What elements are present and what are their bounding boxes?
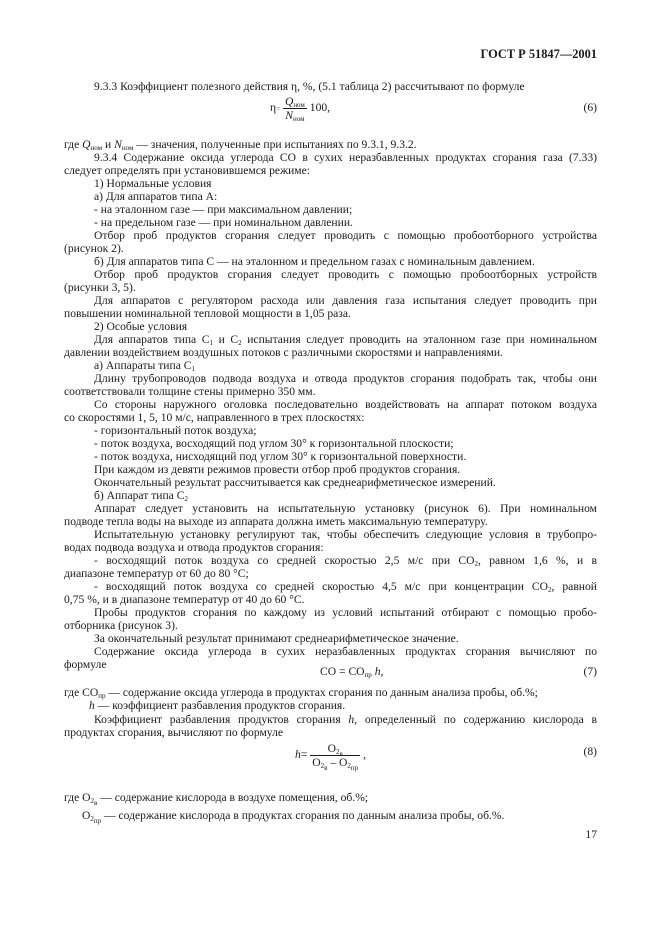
text-line: 2) Особые условия	[94, 320, 188, 333]
text-line: Со стороны наружного оголовка последовательно воздействовать на аппарат потоком воздуха	[94, 398, 597, 411]
text-line: При каждом из девяти режимов провести отбор проб продуктов сгорания.	[94, 463, 461, 476]
text-line: Длину трубопроводов подвода воздуха и отвода продуктов сгорания подобрать так, чтобы они	[94, 372, 597, 385]
text-line: б) Аппарат типа $С_2$	[94, 489, 188, 503]
text-line: Отбор проб продуктов сгорания следует проводить с помощью пробоотборных устройств	[94, 268, 597, 281]
standard-header: ГОСТ Р 51847—2001	[480, 47, 597, 61]
text-line: - поток воздуха, нисходящий под углом 30° к горизонтальной поверхности.	[94, 450, 467, 463]
text-line: Отбор проб продуктов сгорания следует проводить с помощью пробоотборного устройства	[94, 229, 597, 242]
text-line: Пробы продуктов сгорания по каждому из условий испытаний отбирают с помощью пробо-	[94, 606, 597, 619]
formula-6: η= $\frac{Q_{ном}}{N_{ном}}$ 100,	[270, 95, 331, 123]
text-line: повышении номинальной тепловой мощности в 1,05 раза.	[64, 307, 351, 320]
text-line: где $CO_{пр}$ — содержание оксида углерода в продуктах сгорания по данным анализа пробы, об.%;	[64, 686, 538, 700]
equation-number-7: (7)	[583, 665, 597, 678]
text-line: формуле	[64, 658, 107, 671]
text-line: давлении воздействием воздушных потоков с различными скоростями и направлениями.	[64, 346, 503, 359]
text-line: где $Q_{ном}$ и $N_{ном}$ — значения, полученные при испытаниях по 9.3.1, 9.3.2.	[64, 138, 417, 152]
page-number: 17	[585, 828, 597, 841]
text-line: - восходящий поток воздуха со средней скоростью 4,5 м/с при концентрации $CO_2$, равной	[94, 580, 598, 594]
text-line: б) Для аппаратов типа С — на эталонном и предельном газах с номинальным давлением.	[94, 255, 535, 268]
text-line: $O_{2_{пр}}$ — содержание кислорода в продуктах сгорания по данным анализа пробы, об.%.	[82, 809, 505, 825]
text-line: следует определять при установившемся режиме:	[64, 164, 310, 177]
text-line: Коэффициент разбавления продуктов сгорания h, определенный по содержанию кислорода в	[94, 713, 597, 726]
text-line: - восходящий поток воздуха со средней скоростью 2,5 м/с при $CO_2$, равном 1,6 %, и в	[94, 554, 597, 568]
formula-8-fraction: $\frac{O_{2_в}}{O_{2_в} - O_{2_{пр}}}$	[312, 742, 359, 772]
text-line: (рисунок 2).	[64, 242, 124, 255]
text-line: со скоростями 1, 5, 10 м/с, направленного в трех плоскостях:	[64, 411, 365, 424]
text-line: (рисунки 3, 5).	[64, 281, 136, 294]
text-line: где $O_{2_в}$ — содержание кислорода в воздухе помещения, об.%;	[64, 791, 369, 807]
text-line: а) Для аппаратов типа А:	[94, 190, 218, 203]
text-line: Окончательный результат рассчитывается как среднеарифметическое измерений.	[94, 476, 496, 489]
formula-7: CO = $CO_{пр}$ h,	[320, 665, 384, 679]
text-line: отборника (рисунок 3).	[64, 619, 178, 632]
text-line: Содержание оксида углерода в сухих неразбавленных продуктах сгорания вычисляют по	[94, 645, 597, 658]
text-line: За окончательный результат принимают среднеарифметическое значение.	[94, 632, 459, 645]
text-line: Испытательную установку регулируют так, чтобы обеспечить следующие условия в трубопро-	[94, 528, 597, 541]
text-line: соответствовали толщине стены примерно 350 мм.	[64, 385, 316, 398]
text-line: - поток воздуха, восходящий под углом 30° к горизонтальной плоскости;	[94, 437, 454, 450]
text-line: водах подвода воздуха и отвода продуктов сгорания:	[64, 541, 324, 554]
formula-8: h= $\frac{O_{2_в}}{O_{2_в} - O_{2_{пр}}}$ ,	[295, 742, 366, 772]
text-line: h — коэффициент разбавления продуктов сгорания.	[89, 699, 346, 712]
text-line: 1) Нормальные условия	[94, 177, 212, 190]
text-line: подводе тепла воды на выходе из аппарата должна иметь максимальную температуру.	[64, 515, 488, 528]
text-line: - на предельном газе — при номинальном давлении.	[94, 216, 353, 229]
text-line: диапазоне температур от 60 до 80 °С;	[64, 567, 249, 580]
text-line: а) Аппараты типа $С_1$	[94, 359, 195, 373]
equation-number-6: (6)	[583, 101, 597, 114]
text-line: 0,75 %, и в диапазоне температур от 40 до 60 °С.	[64, 593, 305, 606]
text-line: - на эталонном газе — при максимальном давлении;	[94, 203, 353, 216]
equation-number-8: (8)	[583, 745, 597, 758]
text-line: 9.3.4 Содержание оксида углерода CO в сухих неразбавленных продуктах сгорания газа (7.33)	[94, 151, 597, 164]
text-line: Для аппаратов с регулятором расхода или давления газа испытания следует проводить при	[94, 294, 597, 307]
text-line: Для аппаратов типа $С_1$ и $С_2$ испытания следует проводить на эталонном газе при номинальном	[94, 333, 598, 347]
text-line: Аппарат следует установить на испытательную установку (рисунок 6). При номинальном	[94, 502, 597, 515]
text-line: продуктах сгорания, вычисляют по формуле	[64, 726, 284, 739]
text-line: - горизонтальный поток воздуха;	[94, 424, 257, 437]
text-line: 9.3.3 Коэффициент полезного действия η, %, (5.1 таблица 2) рассчитывают по формуле	[94, 80, 525, 93]
formula-6-fraction: $\frac{Q_{ном}}{N_{ном}}$	[284, 95, 305, 123]
